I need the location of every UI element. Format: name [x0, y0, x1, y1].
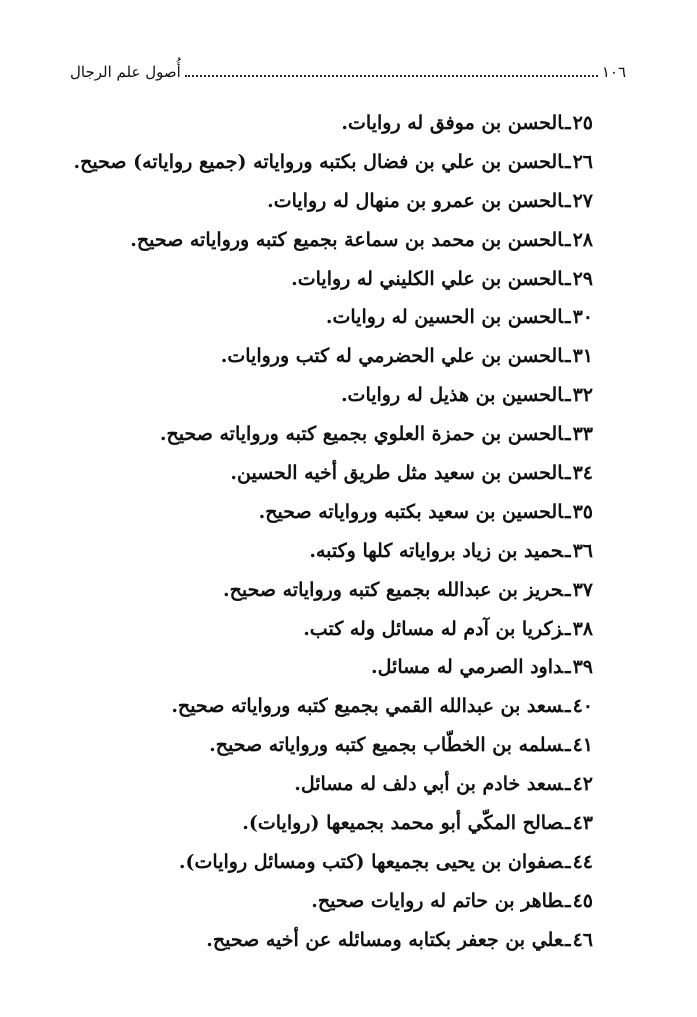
entry-separator: ـ — [565, 617, 571, 640]
list-item — [73, 260, 593, 299]
entry-number: ٢٨ — [572, 228, 593, 251]
entry-number: ٣٧ — [572, 578, 593, 601]
list-item — [73, 610, 593, 649]
entry-text: زكريا بن آدم له مسائل وله كتب. — [303, 617, 563, 640]
entry-separator: ـ — [565, 112, 571, 134]
entry-separator: ـ — [565, 189, 571, 212]
entry-separator: ـ — [565, 228, 571, 251]
entry-text: علي بن جعفر بكتابه ومسائله عن أخيه صحيح. — [206, 928, 563, 951]
list-item — [73, 415, 593, 454]
entry-separator: ـ — [565, 889, 571, 912]
entry-separator: ـ — [565, 928, 571, 951]
list-item — [73, 337, 593, 376]
list-item — [73, 532, 593, 571]
entry-text: الحسين بن سعيد بكتبه ورواياته صحيح. — [258, 500, 563, 523]
entry-separator: ـ — [565, 500, 571, 523]
list-item — [73, 104, 593, 143]
entry-number: ٣١ — [572, 345, 593, 368]
entry-number: ٣٥ — [572, 500, 593, 523]
entry-text: صفوان بن يحيى بجميعها (كتب ومسائل روايات). — [178, 850, 563, 873]
entry-number: ٤٥ — [572, 889, 593, 912]
entry-separator: ـ — [565, 773, 571, 796]
entry-separator: ـ — [565, 539, 571, 562]
list-item — [73, 493, 593, 532]
list-item — [73, 843, 593, 882]
entry-separator: ـ — [565, 384, 571, 407]
entry-separator: ـ — [565, 462, 571, 485]
entry-text: الحسن بن سعيد مثل طريق أخيه الحسين. — [230, 462, 563, 485]
entry-number: ٣٩ — [572, 656, 593, 679]
entry-number: ٣٨ — [572, 617, 593, 640]
entry-text: الحسن بن موفق له روايات. — [341, 112, 563, 134]
list-item — [73, 726, 593, 765]
list-item — [73, 882, 593, 921]
entry-separator: ـ — [565, 578, 571, 601]
list-item — [73, 182, 593, 221]
entry-text: الحسن بن حمزة العلوي بجميع كتبه ورواياته صحيح. — [159, 423, 563, 446]
entry-text: سعد بن عبدالله القمي بجميع كتبه ورواياته صحيح. — [171, 695, 563, 718]
entry-number: ٣٣ — [572, 423, 593, 446]
entry-number: ٢٧ — [572, 189, 593, 212]
list-item — [73, 376, 593, 415]
list-item — [73, 221, 593, 260]
entry-text: حميد بن زياد برواياته كلها وكتبه. — [309, 539, 563, 562]
entry-number: ٣٢ — [572, 384, 593, 407]
entry-separator: ـ — [565, 656, 571, 679]
entry-number: ٣٠ — [572, 306, 593, 329]
entry-number: ٢٦ — [572, 150, 593, 173]
entry-separator: ـ — [565, 306, 571, 329]
list-item — [73, 454, 593, 493]
entry-text: داود الصرمي له مسائل. — [371, 656, 563, 679]
entry-number: ٤٣ — [572, 812, 593, 835]
entry-text: الحسن بن علي بن فضال بكتبه ورواياته (جميع رواياته) صحيح. — [73, 150, 563, 173]
entry-text: الحسن بن عمرو بن منهال له روايات. — [267, 189, 563, 212]
page-number: ١٠٦ — [601, 63, 626, 81]
entry-number: ٢٥ — [572, 112, 593, 134]
entry-text: الحسن بن الحسين له روايات. — [325, 306, 563, 329]
entry-text: حريز بن عبدالله بجميع كتبه ورواياته صحيح. — [223, 578, 563, 601]
list-item — [73, 298, 593, 337]
header-dot-leader — [185, 75, 598, 77]
running-title: أُصول علم الرجال — [70, 63, 181, 81]
page-header — [70, 52, 626, 82]
entry-number: ٢٩ — [572, 267, 593, 290]
entry-separator: ـ — [565, 423, 571, 446]
entry-number: ٣٦ — [572, 539, 593, 562]
entry-separator: ـ — [565, 345, 571, 368]
list-item — [73, 804, 593, 843]
entry-number: ٤١ — [572, 734, 593, 757]
list-item — [73, 648, 593, 687]
entry-separator: ـ — [565, 150, 571, 173]
list-item — [73, 571, 593, 610]
entry-separator: ـ — [565, 267, 571, 290]
entry-number: ٤٠ — [572, 695, 593, 718]
entry-text: الحسن بن علي الكليني له روايات. — [291, 267, 563, 290]
list-item — [73, 687, 593, 726]
entry-text: طاهر بن حاتم له روايات صحيح. — [311, 889, 563, 912]
entry-number: ٣٤ — [572, 462, 593, 485]
entry-text: الحسن بن علي الحضرمي له كتب وروايات. — [220, 345, 563, 368]
entry-number: ٤٤ — [572, 850, 593, 873]
list-item — [73, 921, 593, 960]
entry-separator: ـ — [565, 812, 571, 835]
entry-separator: ـ — [565, 695, 571, 718]
entry-text: سلمه بن الخطّاب بجميع كتبه ورواياته صحيح. — [209, 734, 563, 757]
list-item — [73, 143, 593, 182]
entry-text: الحسن بن محمد بن سماعة بجميع كتبه ورواياته صحيح. — [130, 228, 563, 251]
entry-number: ٤٦ — [572, 928, 593, 951]
entry-list — [73, 104, 593, 960]
entry-separator: ـ — [565, 734, 571, 757]
entry-text: سعد خادم بن أبي دلف له مسائل. — [294, 773, 563, 796]
list-item — [73, 765, 593, 804]
entry-text: صالح المكّي أبو محمد بجميعها (روايات). — [242, 812, 563, 835]
entry-text: الحسين بن هذيل له روايات. — [340, 384, 563, 407]
entry-separator: ـ — [565, 850, 571, 873]
entry-number: ٤٢ — [572, 773, 593, 796]
